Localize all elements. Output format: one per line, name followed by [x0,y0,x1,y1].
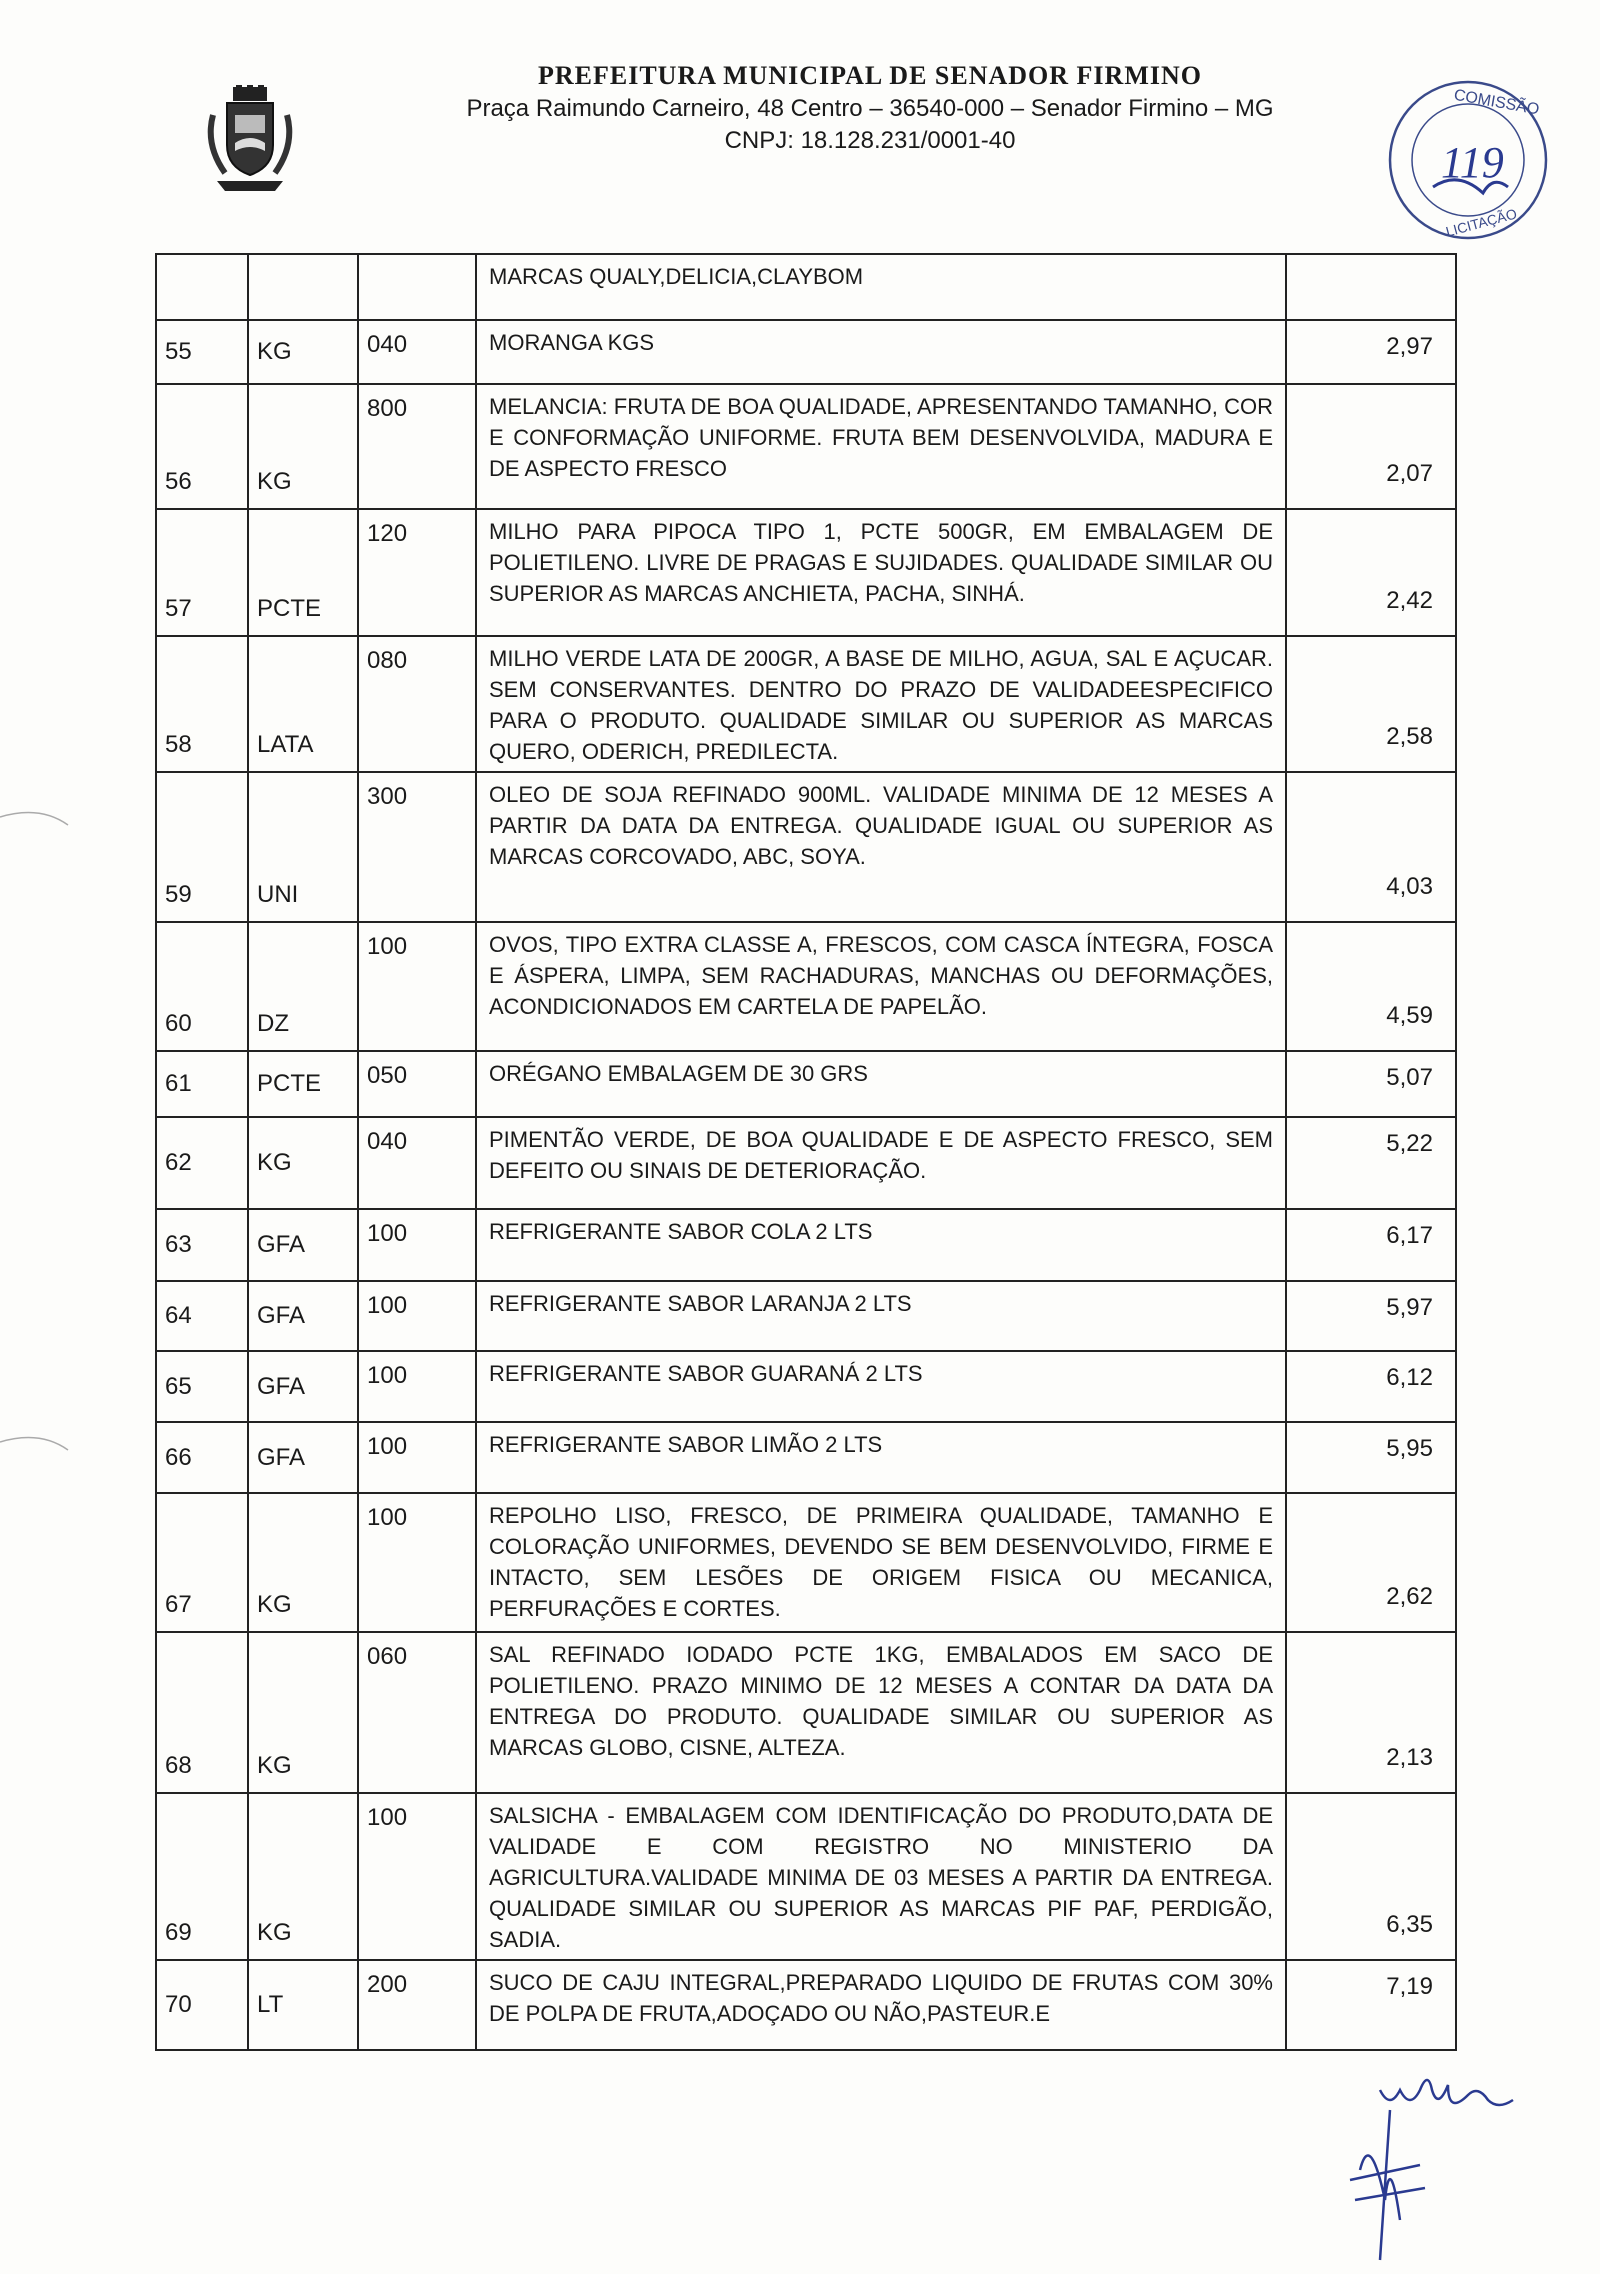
cell-unit-price [1286,636,1456,772]
municipality-name: PREFEITURA MUNICIPAL DE SENADOR FIRMINO [537,61,1202,90]
unit-text: DZ [257,1010,289,1037]
stamp-ring-bottom: LICITAÇÃO [1443,205,1519,240]
cell-unit-price [1286,1281,1456,1351]
description-text: ORÉGANO EMBALAGEM DE 30 GRS [489,1061,868,1086]
table-row [156,1117,1456,1209]
items-table [155,253,1457,2051]
table-row [156,772,1456,922]
unit-text: UNI [257,881,299,908]
table-row [156,1493,1456,1632]
cell-description [476,1422,1286,1493]
cell-description [476,1632,1286,1793]
cell-unit-price [1286,922,1456,1051]
cell-description [476,320,1286,384]
cell-item-number [156,1209,248,1281]
cell-description [476,1351,1286,1422]
cell-description [476,1493,1286,1632]
item-number-text: 65 [165,1372,192,1400]
cell-item-number [156,1281,248,1351]
item-number-text: 62 [165,1149,192,1176]
commission-stamp-icon [1383,75,1553,245]
table-row [156,320,1456,384]
cell-item-number [156,1493,248,1632]
table-row [156,1960,1456,2050]
cell-item-number [156,1051,248,1117]
unit-text: KG [257,338,292,365]
description-text: SUCO DE CAJU INTEGRAL,PREPARADO LIQUIDO DE FRUTAS COM 30% DE POLPA DE FRUTA,ADOÇADO OU NÃO,PASTEUR.E [489,1970,1273,2026]
cell-item-number [156,1793,248,1960]
unit-price-text: 2,13 [1386,1744,1433,1771]
unit-text: KG [257,468,292,495]
cell-unit-price [1286,1117,1456,1209]
description-text: REFRIGERANTE SABOR COLA 2 LTS [489,1219,873,1244]
cell-quantity [358,1493,476,1632]
cell-description [476,509,1286,636]
cell-quantity [358,1209,476,1281]
cell-item-number [156,922,248,1051]
item-number-text: 60 [165,1010,192,1037]
unit-price-text: 6,17 [1386,1222,1433,1249]
quantity-text: 080 [367,647,408,674]
table-row [156,636,1456,772]
cell-unit-price [1286,254,1456,320]
table-row [156,1422,1456,1493]
table-row [156,254,1456,320]
item-number-text: 59 [165,881,192,908]
cell-unit [248,1051,358,1117]
cell-quantity [358,509,476,636]
cell-description [476,1051,1286,1117]
cell-item-number [156,254,248,320]
cell-item-number [156,1632,248,1793]
description-text: MARCAS QUALY,DELICIA,CLAYBOM [489,264,864,289]
unit-price-text [1287,255,1455,267]
cell-unit [248,1422,358,1493]
quantity-text: 100 [367,1804,408,1831]
cell-description [476,1281,1286,1351]
item-number-text: 58 [165,731,192,758]
cell-unit [248,384,358,509]
municipality-cnpj: CNPJ: 18.128.231/0001-40 [724,127,1016,154]
cell-unit [248,1209,358,1281]
cell-item-number [156,772,248,922]
description-text: PIMENTÃO VERDE, DE BOA QUALIDADE E DE ASPECTO FRESCO, SEM DEFEITO OU SINAIS DE DETERIORAÇÃO. [489,1127,1273,1183]
unit-text: PCTE [257,595,322,622]
cell-description [476,636,1286,772]
item-number-text: 57 [165,595,192,622]
description-text: REPOLHO LISO, FRESCO, DE PRIMEIRA QUALIDADE, TAMANHO E COLORAÇÃO UNIFORMES, DEVENDO SE BEM DESENVOLVIDO, FIRME E INTACTO, SEM LESÕES DE ORIGEM FISICA OU MECANICA, PERFURAÇÕES E CORTES. [489,1503,1273,1621]
item-number-text: 67 [165,1591,192,1618]
quantity-text: 800 [367,395,408,422]
description-text: MELANCIA: FRUTA DE BOA QUALIDADE, APRESENTANDO TAMANHO, COR E CONFORMAÇÃO UNIFORME. FRUTA BEM DESENVOLVIDA, MADURA E DE ASPECTO FRESCO [489,394,1273,481]
item-number-text: 70 [165,1991,192,2018]
unit-text: KG [257,1752,292,1779]
table-row [156,1351,1456,1422]
quantity-text [359,255,475,265]
description-text: SAL REFINADO IODADO PCTE 1KG, EMBALADOS EM SACO DE POLIETILENO. PRAZO MINIMO DE 12 MESES A CONTAR DA DATA DA ENTREGA DO PRODUTO. QUALIDADE SIMILAR OU SUPERIOR AS MARCAS GLOBO, CISNE, ALTEZA. [489,1642,1273,1760]
unit-text: LATA [257,731,314,758]
stamp-ring-top: COMISSÃO [1452,86,1541,119]
item-number-text: 66 [165,1443,192,1471]
cell-unit-price [1286,1793,1456,1960]
cell-quantity [358,1632,476,1793]
cell-item-number [156,509,248,636]
unit-price-text: 4,59 [1386,1002,1433,1029]
unit-price-text: 2,42 [1386,587,1433,614]
item-number-text: 55 [165,338,192,365]
unit-price-text: 5,97 [1386,1294,1433,1321]
cell-description [476,1960,1286,2050]
quantity-text: 100 [367,1220,408,1247]
municipal-coat-of-arms-icon [205,85,295,195]
cell-item-number [156,1960,248,2050]
item-number-text: 69 [165,1919,192,1946]
cell-item-number [156,384,248,509]
cell-unit [248,1493,358,1632]
unit-text: KG [257,1591,292,1618]
unit-text: KG [257,1149,292,1176]
letterhead [0,55,1600,240]
cell-unit [248,254,358,320]
cell-item-number [156,1422,248,1493]
cell-unit-price [1286,384,1456,509]
cell-description [476,772,1286,922]
cell-quantity [358,320,476,384]
punch-hole-mark-icon [0,1420,70,1490]
cell-unit-price [1286,1051,1456,1117]
item-number-text: 61 [165,1070,192,1097]
cell-description [476,1793,1286,1960]
description-text: MILHO PARA PIPOCA TIPO 1, PCTE 500GR, EM EMBALAGEM DE POLIETILENO. LIVRE DE PRAGAS E SUJIDADES. QUALIDADE SIMILAR OU SUPERIOR AS MARCAS ANCHIETA, PACHA, SINHÁ. [489,519,1273,606]
quantity-text: 100 [367,1362,408,1389]
cell-quantity [358,254,476,320]
unit-text: KG [257,1919,292,1946]
letterhead-text [380,55,1360,155]
table-row [156,922,1456,1051]
cell-unit-price [1286,1209,1456,1281]
unit-price-text: 5,22 [1386,1130,1433,1157]
quantity-text: 040 [367,1128,408,1155]
cell-quantity [358,1051,476,1117]
municipality-address: Praça Raimundo Carneiro, 48 Centro – 36540-000 – Senador Firmino – MG [466,95,1274,122]
cell-description [476,1209,1286,1281]
description-text: MILHO VERDE LATA DE 200GR, A BASE DE MILHO, AGUA, SAL E AÇUCAR. SEM CONSERVANTES. DENTRO DO PRAZO DE VALIDADEESPECIFICO PARA O PRODUTO. QUALIDADE SIMILAR OU SUPERIOR AS MARCAS QUERO, ODERICH, PREDILECTA. [489,646,1273,764]
table-row [156,509,1456,636]
quantity-text: 200 [367,1971,408,1998]
table-row [156,1632,1456,1793]
cell-unit [248,922,358,1051]
cell-quantity [358,1960,476,2050]
cell-unit [248,1281,358,1351]
cell-quantity [358,922,476,1051]
cell-quantity [358,1281,476,1351]
cell-unit [248,772,358,922]
quantity-text: 060 [367,1643,408,1670]
unit-price-text: 4,03 [1386,873,1433,900]
cell-unit-price [1286,772,1456,922]
cell-quantity [358,1351,476,1422]
description-text: REFRIGERANTE SABOR GUARANÁ 2 LTS [489,1361,923,1386]
quantity-text: 120 [367,520,408,547]
unit-price-text: 7,19 [1386,1973,1433,2000]
handwritten-signature-icon [1340,2070,1540,2270]
unit-text: GFA [257,1443,306,1471]
quantity-text: 100 [367,1433,408,1460]
item-number-text: 68 [165,1752,192,1779]
cell-item-number [156,320,248,384]
unit-price-text: 5,07 [1386,1064,1433,1091]
cell-quantity [358,1422,476,1493]
quantity-text: 100 [367,1504,408,1531]
cell-description [476,254,1286,320]
description-text: OLEO DE SOJA REFINADO 900ML. VALIDADE MINIMA DE 12 MESES A PARTIR DA DATA DA ENTREGA. QUALIDADE IGUAL OU SUPERIOR AS MARCAS CORCOVADO, ABC, SOYA. [489,782,1273,869]
description-text: REFRIGERANTE SABOR LIMÃO 2 LTS [489,1432,883,1457]
cell-quantity [358,384,476,509]
items-table-body [156,254,1456,2050]
unit-text: GFA [257,1231,306,1258]
unit-text: GFA [257,1372,306,1400]
table-row [156,1793,1456,1960]
cell-unit [248,1632,358,1793]
cell-quantity [358,1117,476,1209]
cell-unit-price [1286,1493,1456,1632]
unit-price-text: 2,97 [1386,333,1433,360]
punch-hole-mark-icon [0,795,70,865]
cell-unit [248,1793,358,1960]
table-row [156,384,1456,509]
unit-price-text: 2,07 [1386,460,1433,487]
description-text: MORANGA KGS [489,330,655,355]
cell-unit [248,1351,358,1422]
unit-price-text: 6,35 [1386,1911,1433,1938]
table-row [156,1209,1456,1281]
cell-description [476,1117,1286,1209]
cell-unit [248,636,358,772]
unit-text: PCTE [257,1070,322,1097]
cell-unit [248,1117,358,1209]
quantity-text: 100 [367,933,408,960]
description-text: SALSICHA - EMBALAGEM COM IDENTIFICAÇÃO DO PRODUTO,DATA DE VALIDADE E COM REGISTRO NO MINISTERIO DA AGRICULTURA.VALIDADE MINIMA DE 03 MESES A PARTIR DA ENTREGA. QUALIDADE SIMILAR OU SUPERIOR AS MARCAS PIF PAF, PERDIGÃO, SADIA. [489,1803,1273,1952]
cell-unit-price [1286,1632,1456,1793]
item-number-text: 56 [165,468,192,495]
unit-price-text: 2,62 [1386,1583,1433,1610]
cell-unit [248,1960,358,2050]
cell-quantity [358,772,476,922]
cell-item-number [156,636,248,772]
item-number-text: 63 [165,1231,192,1258]
cell-description [476,384,1286,509]
quantity-text: 100 [367,1292,408,1319]
description-text: REFRIGERANTE SABOR LARANJA 2 LTS [489,1291,912,1316]
quantity-text: 300 [367,783,408,810]
cell-unit [248,509,358,636]
cell-unit-price [1286,1422,1456,1493]
cell-unit [248,320,358,384]
cell-unit-price [1286,1960,1456,2050]
item-number-text: 64 [165,1302,192,1329]
cell-unit-price [1286,320,1456,384]
unit-text: GFA [257,1302,306,1329]
cell-item-number [156,1351,248,1422]
unit-price-text: 5,95 [1386,1435,1433,1462]
unit-price-text: 6,12 [1386,1364,1433,1391]
cell-item-number [156,1117,248,1209]
description-text: OVOS, TIPO EXTRA CLASSE A, FRESCOS, COM CASCA ÍNTEGRA, FOSCA E ÁSPERA, LIMPA, SEM RACHADURAS, MANCHAS OU DEFORMAÇÕES, ACONDICIONADOS EM CARTELA DE PAPELÃO. [489,932,1273,1019]
unit-price-text: 2,58 [1386,723,1433,750]
cell-quantity [358,636,476,772]
cell-unit-price [1286,509,1456,636]
stamp-number: 119 [1441,138,1504,187]
quantity-text: 040 [367,331,408,358]
cell-quantity [358,1793,476,1960]
table-row [156,1051,1456,1117]
quantity-text: 050 [367,1062,408,1089]
cell-description [476,922,1286,1051]
cell-unit-price [1286,1351,1456,1422]
table-row [156,1281,1456,1351]
unit-text: LT [257,1991,284,2018]
